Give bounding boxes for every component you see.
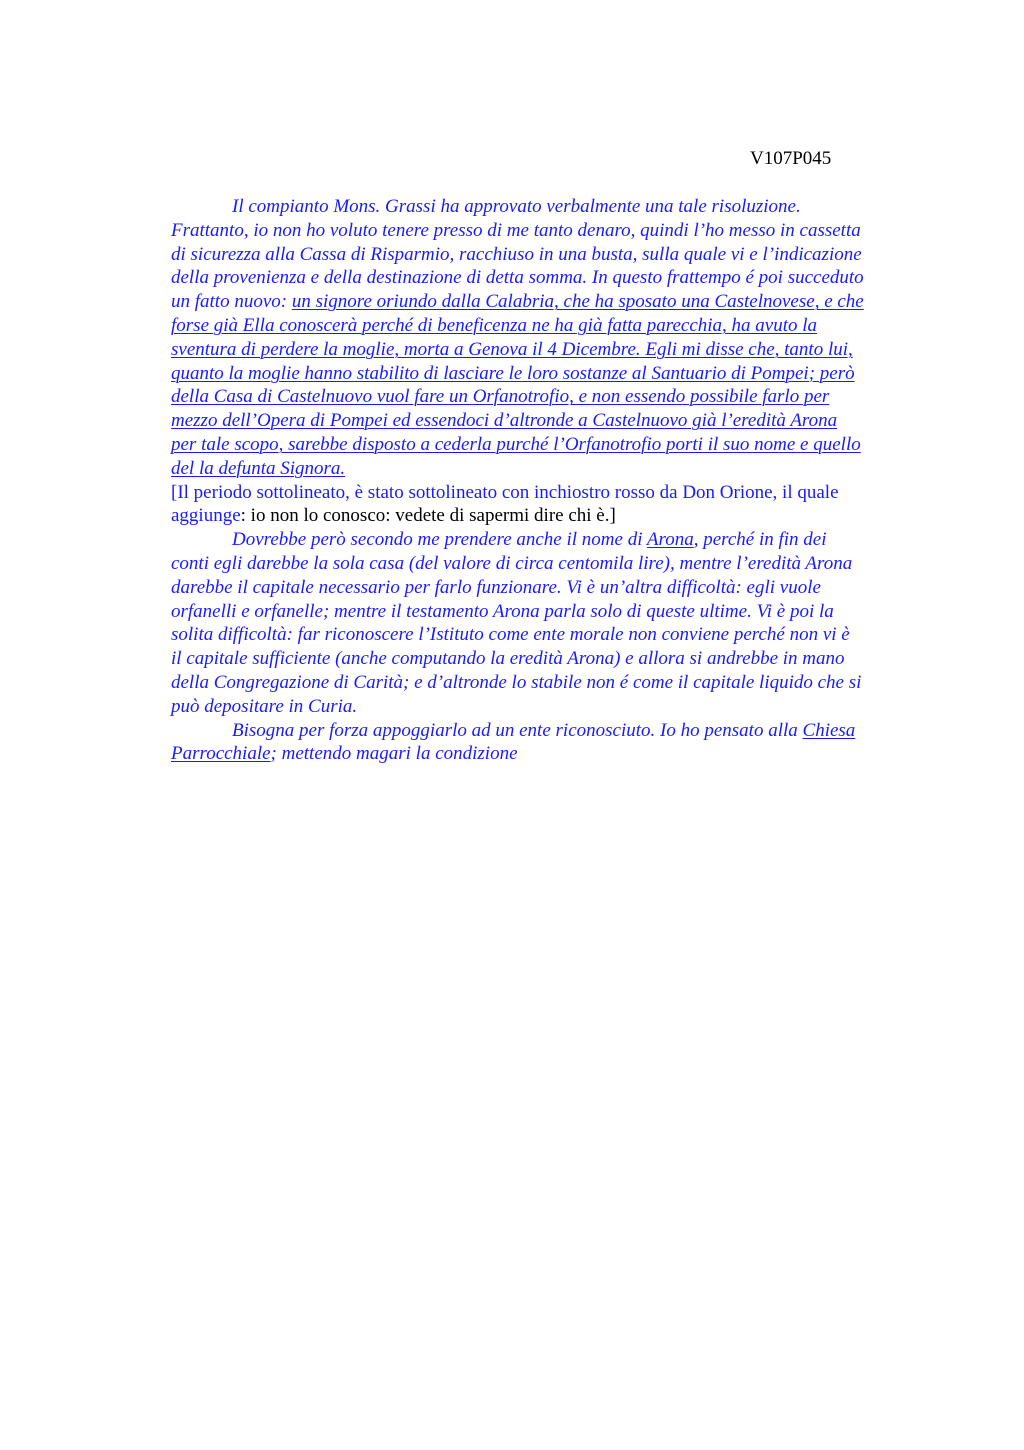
text-segment: Bisogna per forza appoggiarlo ad un ente riconosciuto. Io ho pensato alla <box>232 719 803 741</box>
text-line: Il compianto Mons. Grassi ha approvato verbalmente una tale risoluzione. <box>232 196 801 217</box>
underlined-line: quanto la moglie hanno stabilito di lasciare le loro sostanze al Santuario di Pompei; però <box>171 362 855 384</box>
text-line: il capitale sufficiente (anche computando la eredità Arona) e allora si andrebbe in mano <box>171 648 845 670</box>
editorial-note <box>171 481 927 529</box>
underlined-text: Chiesa <box>802 719 856 741</box>
text-segment: , perché in fin dei <box>693 529 827 551</box>
text-line <box>171 290 927 314</box>
note-line <box>171 504 927 528</box>
text-line: della Congregazione di Carità; e d’altronde lo stabile non é come il capitale liquido che si <box>171 671 862 693</box>
text-segment: Dovrebbe però secondo me prendere anche il nome di <box>232 529 647 551</box>
page-id: V107P045 <box>750 148 832 169</box>
underlined-line: della Casa di Castelnuovo vuol fare un Orfanotrofio, e non essendo possibile farlo per <box>171 386 830 408</box>
note-segment: aggiunge <box>171 505 241 527</box>
underlined-line: per tale scopo, sarebbe disposto a cederla purché l’Orfanotrofio porti il suo nome e quello <box>171 433 861 455</box>
underlined-line: del la defunta Signora. <box>171 457 346 479</box>
underlined-text: Arona <box>646 529 694 551</box>
text-line <box>171 742 927 766</box>
text-line: Frattanto, io non ho voluto tenere presso di me tanto denaro, quindi l’ho messo in cassetta <box>171 219 861 241</box>
document-body <box>171 195 927 766</box>
note-line: [Il periodo sottolineato, è stato sottolineato con inchiostro rosso da Don Orione, il quale <box>171 481 839 503</box>
underlined-line: sventura di perdere la moglie, morta a Genova il 4 Dicembre. Egli mi disse che, tanto lui, <box>171 338 853 360</box>
text-line <box>171 719 927 743</box>
text-line: di sicurezza alla Cassa di Risparmio, racchiuso in una busta, sulla quale vi e l’indicazione <box>171 243 862 265</box>
text-segment: un fatto nuovo: <box>171 291 292 313</box>
underlined-text: un signore oriundo dalla Calabria, che ha sposato una Castelnovese, e che <box>291 291 864 313</box>
underlined-text: Parrocchiale <box>171 743 271 765</box>
text-line: può depositare in Curia. <box>171 695 358 717</box>
text-line: orfanelli e orfanelle; mentre il testamento Arona parla solo di queste ultime. Vi è poi la <box>171 600 834 622</box>
text-line: conti egli darebbe la sola casa (del valore di circa centomila lire), mentre l’eredità Arona <box>171 552 853 574</box>
text-segment: ; mettendo magari la condizione <box>270 743 518 765</box>
text-line: della provenienza e della destinazione di detta somma. In questo frattempo é poi succeduto <box>171 267 864 289</box>
text-line: darebbe il capitale necessario per farlo funzionare. Vi è un’altra difficoltà: egli vuole <box>171 576 821 598</box>
underlined-line: mezzo dell’Opera di Pompei ed essendoci d’altronde a Castelnuovo già l’eredità Arona <box>171 410 838 432</box>
paragraph-3 <box>171 719 927 767</box>
paragraph-2 <box>171 528 927 718</box>
text-line: solita difficoltà: far riconoscere l’Istituto come ente morale non conviene perché non vi è <box>171 624 850 646</box>
text-line <box>171 528 927 552</box>
paragraph-1 <box>171 195 927 481</box>
underlined-line: forse già Ella conoscerà perché di beneficenza ne ha già fatta parecchia, ha avuto la <box>171 314 818 336</box>
note-segment: : io non lo conosco: vedete di sapermi dire chi è.] <box>240 505 616 527</box>
